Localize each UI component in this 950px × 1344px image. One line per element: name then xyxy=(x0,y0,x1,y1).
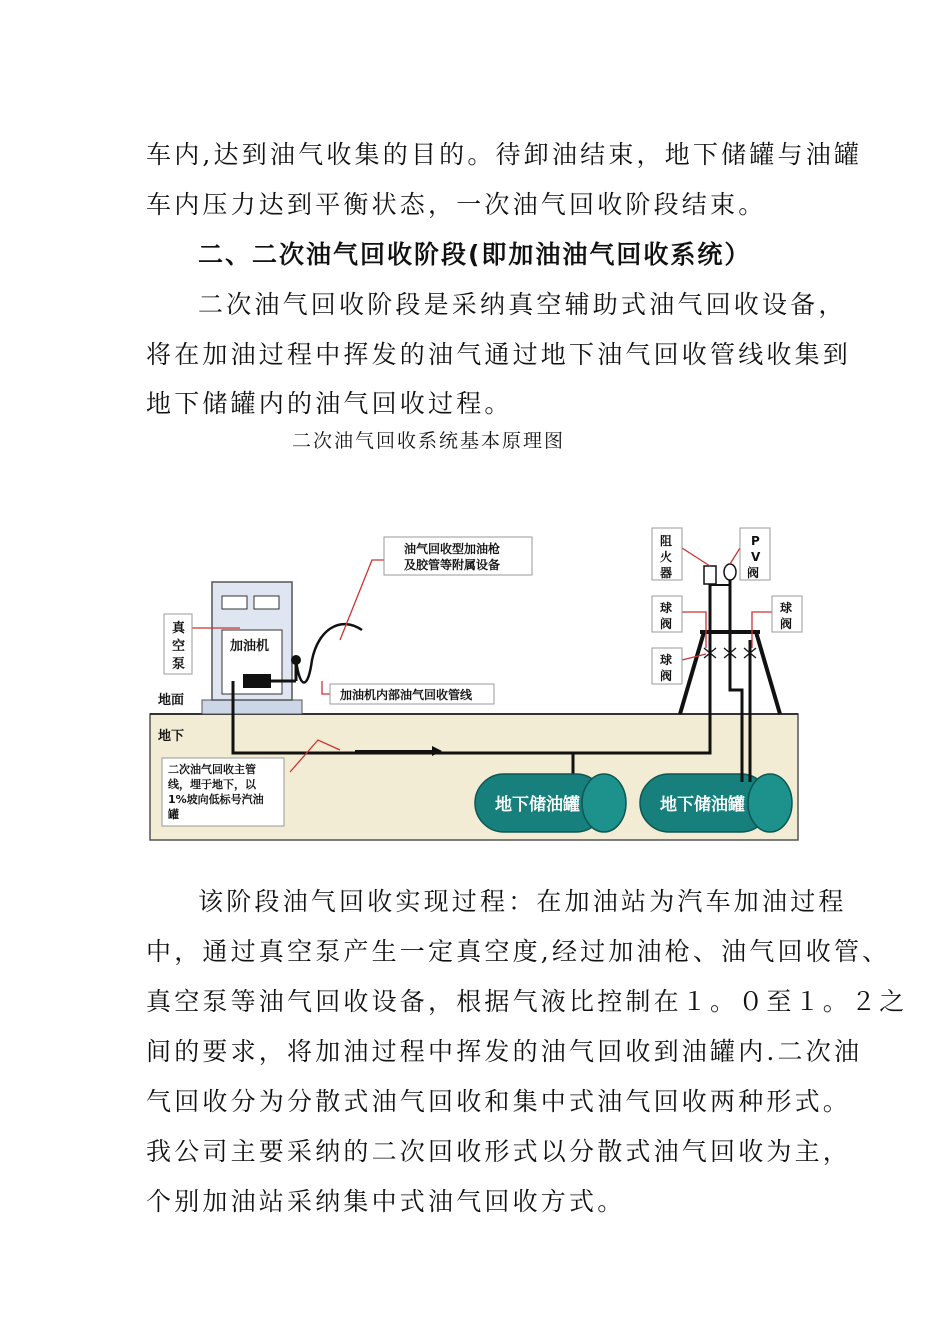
figure-title: 二次油气回收系统基本原理图 xyxy=(292,430,566,452)
paragraph-line: 地下储罐内的油气回收过程。 xyxy=(146,389,513,418)
svg-text:阀: 阀 xyxy=(660,669,673,683)
dispenser-display-right xyxy=(254,596,279,609)
vent-top-link xyxy=(710,585,730,598)
paragraph-line: 间的要求，将加油过程中挥发的油气回收到油罐内.二次油 xyxy=(146,1037,863,1066)
svg-text:阀: 阀 xyxy=(747,566,760,580)
svg-text:阀: 阀 xyxy=(780,617,793,631)
inner-pipe-callout-box xyxy=(330,684,494,704)
svg-text:真: 真 xyxy=(172,621,186,636)
vapor-pump-block xyxy=(243,674,271,688)
section-heading: 二、二次油气回收阶段(即加油油气回收系统） xyxy=(198,240,752,269)
paragraph-line: 中，通过真空泵产生一定真空度,经过加油枪、油气回收管、 xyxy=(146,937,891,966)
svg-text:空: 空 xyxy=(172,639,186,654)
dispenser-display-left xyxy=(222,596,247,609)
svg-text:泵: 泵 xyxy=(172,657,186,672)
ball-valve-callout-left-top xyxy=(652,596,682,632)
flame-arrester-callout-box xyxy=(652,528,682,580)
svg-text:及胶管等附属设备: 及胶管等附属设备 xyxy=(404,558,501,572)
paragraph-line: 我公司主要采纳的二次回收形式以分散式油气回收为主， xyxy=(146,1137,852,1166)
tank-2-label: 地下储油罐 xyxy=(660,795,745,815)
paragraph-line: 将在加油过程中挥发的油气通过地下油气回收管线收集到 xyxy=(146,340,852,369)
flame-arrester xyxy=(704,566,716,584)
paragraph-line: 车内压力达到平衡状态，一次油气回收阶段结束。 xyxy=(146,190,767,219)
svg-text:线，埋于地下，以: 线，埋于地下，以 xyxy=(168,778,256,791)
frame-leg-right xyxy=(756,632,780,714)
svg-text:器: 器 xyxy=(660,566,673,580)
main-pipe-callout-box xyxy=(162,758,284,826)
svg-text:二次油气回收主管: 二次油气回收主管 xyxy=(168,763,256,776)
svg-text:阻: 阻 xyxy=(660,534,673,548)
tank-1-label: 地下储油罐 xyxy=(495,795,580,815)
paragraph-line: 二次油气回收阶段是采纳真空辅助式油气回收设备， xyxy=(198,290,847,319)
paragraph-line: 该阶段油气回收实现过程：在加油站为汽车加油过程 xyxy=(198,887,847,916)
paragraph-line: 个别加油站采纳集中式油气回收方式。 xyxy=(146,1187,626,1216)
svg-text:火: 火 xyxy=(660,550,673,564)
dispenser-label: 加油机 xyxy=(230,639,270,654)
svg-text:V: V xyxy=(751,550,761,564)
underground-label: 地下 xyxy=(158,729,185,744)
paragraph-line: 真空泵等油气回收设备，根据气液比控制在１。０至１。２之 xyxy=(146,987,908,1016)
svg-text:加油机内部油气回收管线: 加油机内部油气回收管线 xyxy=(340,688,473,702)
svg-text:阀: 阀 xyxy=(660,617,673,631)
svg-text:球: 球 xyxy=(660,601,673,615)
hose xyxy=(296,624,362,682)
paragraph-line: 车内,达到油气收集的目的。待卸油结束，地下储罐与油罐 xyxy=(146,140,863,169)
paragraph-line: 气回收分为分散式油气回收和集中式油气回收两种形式。 xyxy=(146,1087,852,1116)
pv-valve-callout-box xyxy=(740,528,770,580)
ground-label: 地面 xyxy=(158,693,185,708)
nozzle-callout-box xyxy=(384,537,532,575)
svg-text:油气回收型加油枪: 油气回收型加油枪 xyxy=(404,542,501,556)
dispenser-base xyxy=(202,700,302,714)
svg-text:球: 球 xyxy=(780,601,793,615)
svg-text:1%坡向低标号汽油: 1%坡向低标号汽油 xyxy=(168,793,264,806)
svg-text:球: 球 xyxy=(660,653,673,667)
ball-valve-callout-left-bottom xyxy=(652,648,682,684)
pv-valve xyxy=(724,564,736,580)
ball-valve-callout-right xyxy=(772,596,802,632)
frame-leg-left xyxy=(680,632,704,714)
vacuum-pump-callout-box xyxy=(164,614,192,674)
svg-text:P: P xyxy=(751,534,760,548)
svg-text:罐: 罐 xyxy=(168,808,179,821)
